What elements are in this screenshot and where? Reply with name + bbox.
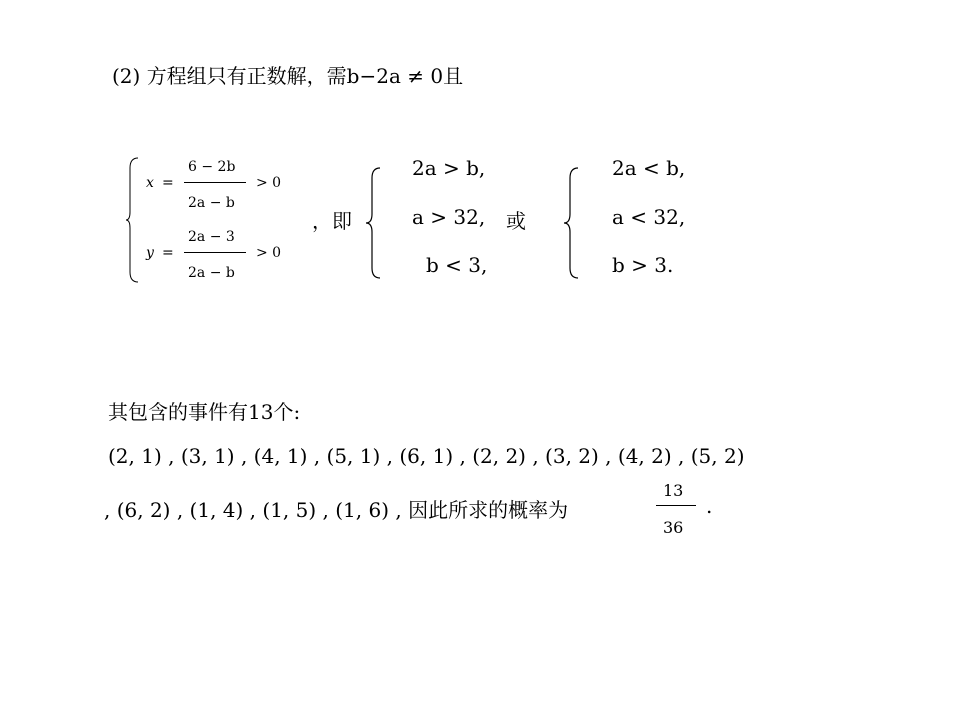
x-relation: > 0 <box>256 175 282 191</box>
condition-line: (2) 方程组只有正数解，需b−2a ≠ 0且 <box>112 64 464 88</box>
x-numerator: 6 − 2b <box>188 159 236 175</box>
y-fraction-bar <box>184 252 246 253</box>
left-brace-2 <box>366 166 382 280</box>
system2-row-3: b < 3, <box>426 253 488 277</box>
y-variable: y <box>146 245 154 261</box>
x-fraction-bar <box>184 182 246 183</box>
probability-fraction-bar <box>656 505 696 506</box>
system2-row-1: 2a > b, <box>412 156 486 180</box>
x-equals: = <box>162 175 174 191</box>
system3-row-2: a < 32, <box>612 205 686 229</box>
left-brace-1 <box>126 156 140 284</box>
y-numerator: 2a − 3 <box>188 229 235 245</box>
end-period: . <box>706 494 713 518</box>
events-line-1: (2, 1) , (3, 1) , (4, 1) , (5, 1) , (6, 1) , (2, 2) , (3, 2) , (4, 2) , (5, 2) <box>108 444 745 468</box>
left-brace-3 <box>564 166 580 280</box>
events-line-2: , (6, 2) , (1, 4) , (1, 5) , (1, 6) , 因此所求的概率为 <box>104 498 569 522</box>
events-title: 其包含的事件有13个: <box>108 400 301 424</box>
probability-denominator: 36 <box>663 518 684 537</box>
ji-text: ，即 <box>312 209 352 233</box>
x-denominator: 2a − b <box>188 195 235 211</box>
y-denominator: 2a − b <box>188 265 235 281</box>
system2-row-2: a > 32, <box>412 205 486 229</box>
huo-text: 或 <box>506 209 526 233</box>
system3-row-1: 2a < b, <box>612 156 686 180</box>
system3-row-3: b > 3. <box>612 253 674 277</box>
y-relation: > 0 <box>256 245 282 261</box>
x-variable: x <box>146 175 154 191</box>
y-equals: = <box>162 245 174 261</box>
probability-numerator: 13 <box>663 481 684 500</box>
